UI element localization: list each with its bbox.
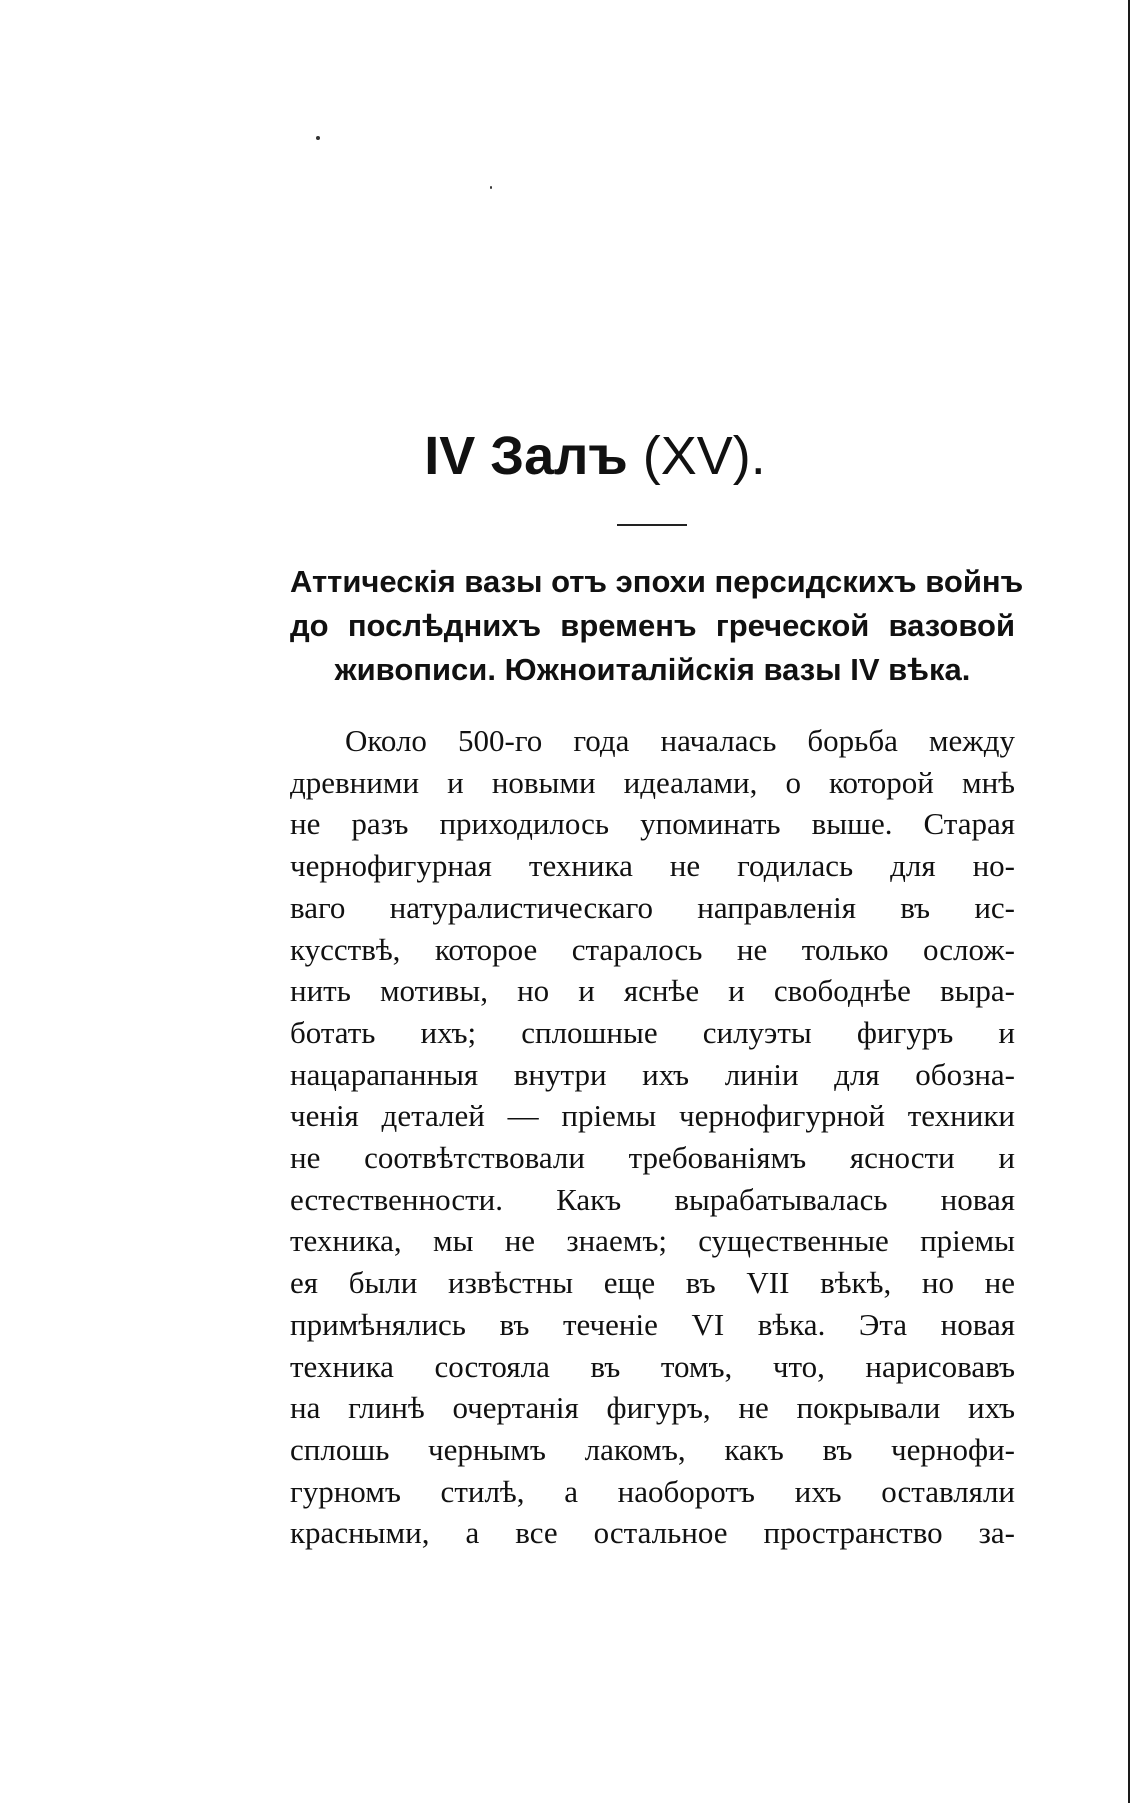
paragraph-line: не разъ приходилось упоминать выше. Старая [290, 806, 1015, 842]
paragraph-line: техника, мы не знаемъ; существенные пріемы [290, 1223, 1015, 1259]
scan-speck [316, 136, 320, 140]
paragraph-line: ея были извѣстны еще въ VII вѣкѣ, но не [290, 1265, 1015, 1301]
paragraph-line: ченія деталей — пріемы чернофигурной техники [290, 1098, 1015, 1134]
hall-number: IV [424, 426, 476, 486]
paragraph-line: кусствѣ, которое старалось не только ослож- [290, 931, 1015, 967]
paragraph-line: чернофигурная техника не годилась для но- [290, 848, 1015, 884]
page-edge-line [1128, 0, 1130, 1803]
paragraph-line: ваго натуралистическаго направленія въ ис- [290, 889, 1015, 925]
paragraph-line: сплошь чернымъ лакомъ, какъ въ чернофи- [290, 1431, 1015, 1467]
paragraph-line: примѣнялись въ теченіе VI вѣка. Эта новая [290, 1306, 1015, 1342]
paragraph-line: гурномъ стилѣ, а наоборотъ ихъ оставляли [290, 1473, 1015, 1509]
paragraph-line: красными, а все остальное пространство за- [290, 1515, 1015, 1551]
paragraph-line: не соотвѣтствовали требованіямъ ясности и [290, 1140, 1015, 1176]
paragraph-line: на глинѣ очертанія фигуръ, не покрывали ихъ [290, 1390, 1015, 1426]
hall-parenthetical: (XV). [642, 426, 766, 486]
paragraph-line: нацарапанныя внутри ихъ линіи для обозна- [290, 1056, 1015, 1092]
hall-word: Залъ [490, 426, 628, 486]
subtitle-line: Аттическія вазы отъ эпохи персидскихъ войнъ [290, 564, 1024, 599]
subtitle-line: живописи. Южноиталійскія вазы IV вѣка. [334, 652, 971, 687]
paragraph-line: ботать ихъ; сплошные силуэты фигуръ и [290, 1014, 1015, 1050]
scan-speck [490, 186, 492, 189]
section-subtitle [290, 560, 1024, 692]
paragraph-line: древними и новыми идеалами, о которой мнѣ [290, 764, 1015, 800]
subtitle-line: до послѣднихъ временъ греческой вазовой [290, 608, 1015, 643]
paragraph-line: техника состояла въ томъ, что, нарисовавъ [290, 1348, 1015, 1384]
paragraph-line: естественности. Какъ вырабатывалась новая [290, 1181, 1015, 1217]
body-paragraph [290, 720, 1015, 1554]
paragraph-line: Около 500-го года началась борьба между [345, 723, 1015, 758]
paragraph-line: нить мотивы, но и яснѣе и свободнѣе выра- [290, 973, 1015, 1009]
page-title [0, 425, 1140, 487]
title-rule [617, 524, 687, 526]
